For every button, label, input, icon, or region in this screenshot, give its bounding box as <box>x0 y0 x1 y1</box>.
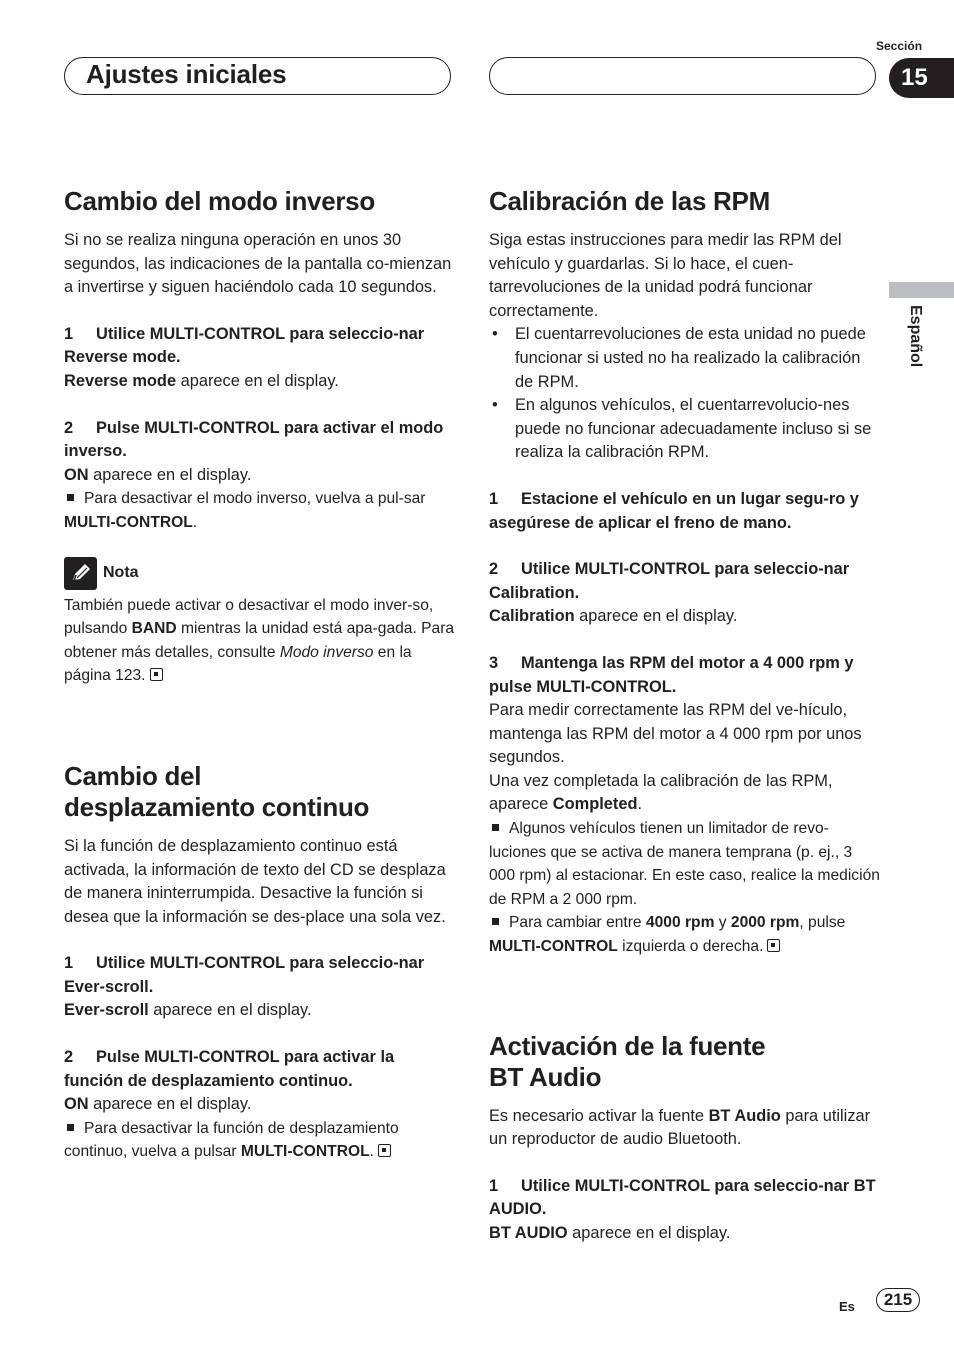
footer-language: Es <box>839 1299 855 1314</box>
step-1-result: BT AUDIO aparece en el display. <box>489 1224 731 1242</box>
step-1-result: Ever-scroll aparece en el display. <box>64 1001 312 1020</box>
end-of-section-icon <box>767 939 780 952</box>
step-3-body: Para medir correctamente las RPM del ve-hículo, mantenga las RPM del motor a 4 000 rpm por unos segundos. <box>489 701 862 767</box>
note-header <box>64 557 456 590</box>
heading-rpm-calibration: Calibración de las RPM <box>489 186 770 216</box>
bullet-item: • El cuentarrevoluciones de esta unidad no puede funcionar si usted no ha realizado la calibración de RPM. <box>489 323 881 394</box>
section-number-badge: 15 <box>889 58 954 98</box>
step-2-result: ON aparece en el display. <box>64 1095 252 1114</box>
side-language-tab <box>889 282 954 298</box>
tip: Algunos vehículos tienen un limitador de revo-luciones que se activa de manera temprana (p. ej., 3 000 rpm) al estacionar. En este caso, realice la medición de RPM a 2 000 rpm. <box>489 820 880 908</box>
bullet-item: • En algunos vehículos, el cuentarrevolucio-nes puede no funcionar adecuadamente incluso si se realiza la calibración RPM. <box>489 394 881 465</box>
heading-bt-audio: Activación de la fuente BT Audio <box>489 1030 766 1092</box>
bt-audio-intro: Es necesario activar la fuente BT Audio para utilizar un reproductor de audio Bluetooth. <box>489 1106 871 1149</box>
square-bullet-icon <box>67 1124 74 1131</box>
end-of-section-icon <box>378 1144 391 1157</box>
note-label: Nota <box>103 564 139 582</box>
note-text: También puede activar o desactivar el modo inver-so, pulsando BAND mientras la unidad está apa-gada. Para obtener más detalles, consulte Modo inverso en la página 123. <box>64 596 455 685</box>
step-2: 2 Pulse MULTI-CONTROL para activar el modo inverso. <box>64 418 444 461</box>
step-1: 1 Utilice MULTI-CONTROL para seleccio-nar BT AUDIO. <box>489 1176 876 1219</box>
step-1-result: Reverse mode aparece en el display. <box>64 371 339 390</box>
step-2: 2 Utilice MULTI-CONTROL para seleccio-nar Calibration. <box>489 560 850 602</box>
side-language-label: Español <box>907 305 924 368</box>
left-column <box>64 186 456 1164</box>
page-number: 215 <box>876 1288 920 1312</box>
step-1: 1 Utilice MULTI-CONTROL para seleccio-nar Reverse mode. <box>64 324 425 367</box>
page-title: Ajustes iniciales <box>86 59 287 89</box>
right-column <box>489 186 881 1246</box>
pencil-note-icon <box>64 557 97 590</box>
step-2-result: ON aparece en el display. <box>64 465 252 484</box>
step-1: 1 Utilice MULTI-CONTROL para seleccio-nar Ever-scroll. <box>64 954 425 996</box>
header-empty-pill <box>489 57 876 95</box>
square-bullet-icon <box>492 918 499 925</box>
tip: Para desactivar la función de desplazamiento continuo, vuelva a pulsar MULTI-CONTROL. <box>64 1119 399 1161</box>
heading-reverse-mode: Cambio del modo inverso <box>64 186 375 216</box>
step-3: 3 Mantenga las RPM del motor a 4 000 rpm y pulse MULTI-CONTROL. <box>489 653 854 696</box>
end-of-section-icon <box>150 668 163 681</box>
step-3-body-2: Una vez completada la calibración de las RPM, aparece Completed. <box>489 771 833 814</box>
tip: Para desactivar el modo inverso, vuelva a pul-sar MULTI-CONTROL. <box>64 490 426 531</box>
heading-ever-scroll: Cambio del desplazamiento continuo <box>64 760 370 822</box>
ever-scroll-intro: Si la función de desplazamiento continuo está activada, la información de texto del CD se desplaza de manera ininterrumpida. Desactive la función si desea que la información se des-place una sola vez. <box>64 836 446 926</box>
reverse-mode-intro: Si no se realiza ninguna operación en unos 30 segundos, las indicaciones de la pantalla co-mienzan a invertirse y siguen haciéndolo cada 10 segundos. <box>64 231 452 297</box>
square-bullet-icon <box>492 824 499 831</box>
tip: Para cambiar entre 4000 rpm y 2000 rpm, pulse MULTI-CONTROL izquierda o derecha. <box>489 914 846 956</box>
step-2: 2 Pulse MULTI-CONTROL para activar la función de desplazamiento continuo. <box>64 1048 395 1090</box>
square-bullet-icon <box>67 494 74 501</box>
rpm-intro: Siga estas instrucciones para medir las RPM del vehículo y guardarlas. Si lo hace, el cuen-tarrevoluciones de la unidad podrá funcionar correctamente. <box>489 231 842 320</box>
section-label: Sección <box>876 39 923 53</box>
step-1: 1 Estacione el vehículo en un lugar segu-ro y asegúrese de aplicar el freno de mano. <box>489 489 859 532</box>
step-2-result: Calibration aparece en el display. <box>489 607 738 626</box>
